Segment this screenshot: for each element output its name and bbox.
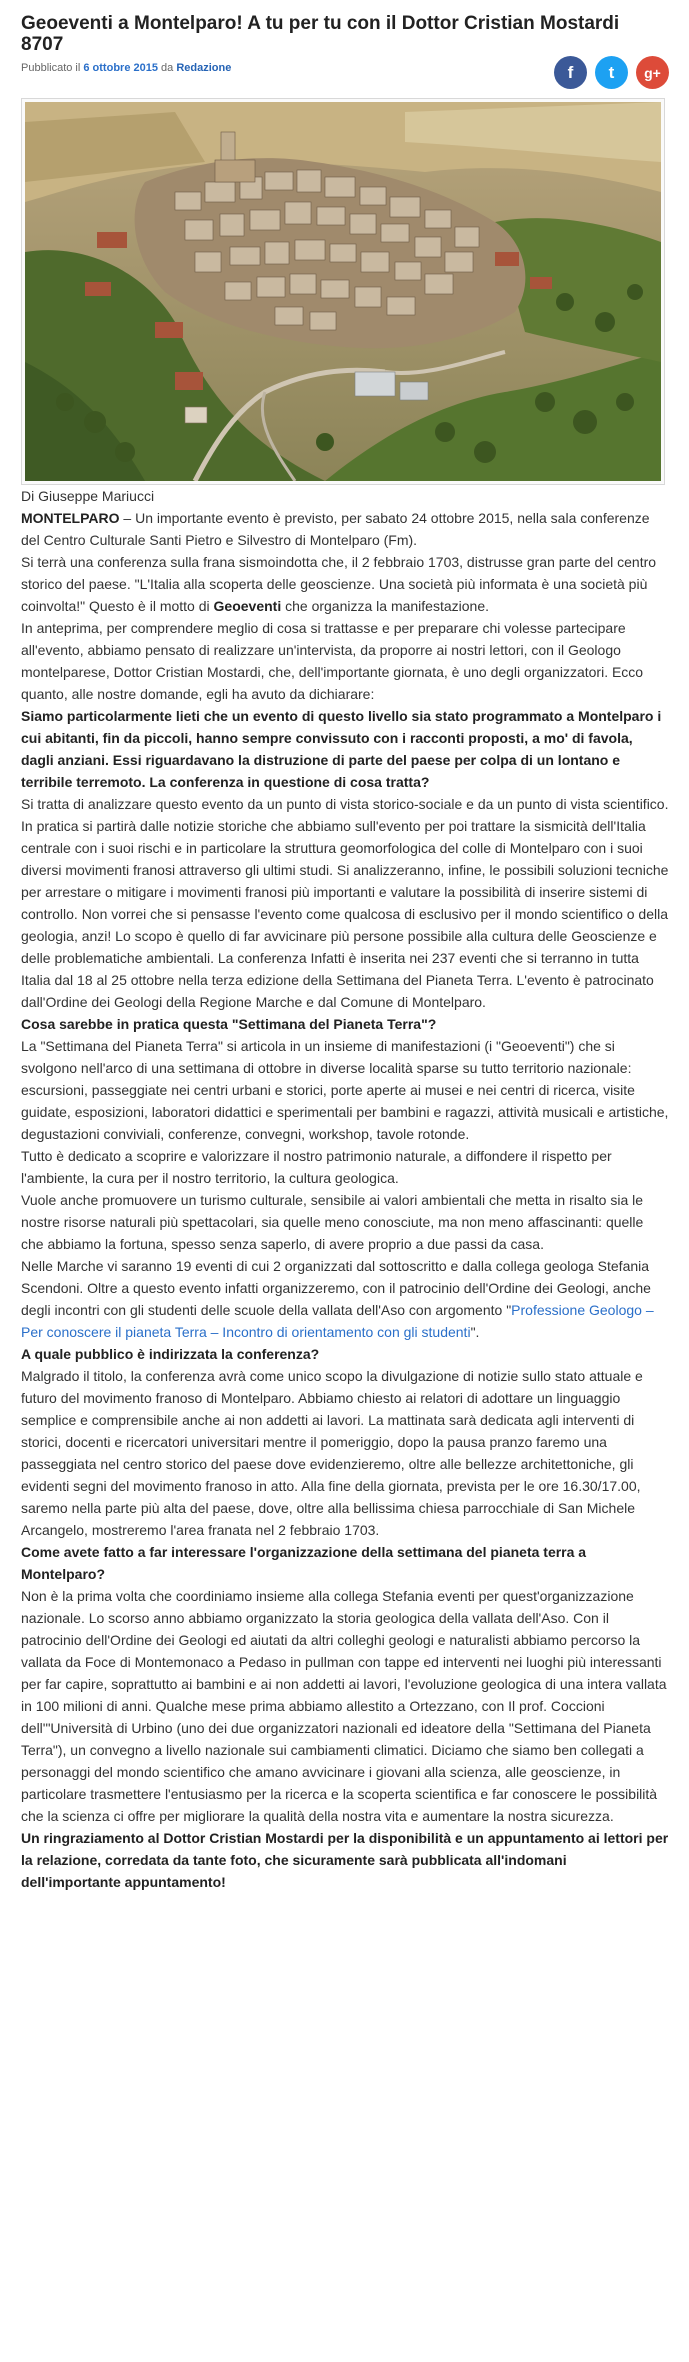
author-link[interactable]: Redazione [176, 62, 232, 74]
article-photo [21, 98, 665, 485]
question-2 [21, 1013, 669, 1035]
paragraph-conference [21, 551, 669, 617]
question-3-text: A quale pubblico è indirizzata la conferenza? [21, 1346, 320, 1362]
article-title: Geoeventi a Montelparo! A tu per tu con il Dottor Cristian Mostardi 8707 [21, 13, 620, 55]
question-1-text: Siamo particolarmente lieti che un evento di questo livello sia stato programmato a Montelparo i cui abitanti, fin da piccoli, hanno sempre convissuto con i racconti proposti, a mo' di favola, dagli anziani. Essi riguardavano la distruzione di parte del paese per colpa di un lontano e terribile terremoto. La conferenza in questione di cosa tratta? [21, 708, 662, 790]
question-4-text: Come avete fatto a far interessare l'organizzazione della settimana del pianeta terra a Montelparo? [21, 1544, 587, 1582]
geoeventi-bold: Geoeventi [213, 598, 282, 614]
aerial-village-photo [25, 102, 661, 481]
share-buttons [554, 56, 669, 89]
dateline: MONTELPARO [21, 510, 120, 526]
facebook-icon: f [567, 62, 574, 82]
answer-2-tourism: Vuole anche promuovere un turismo culturale, sensibile ai valori ambientali che metta in risalto sia le nostre risorse naturali più spettacolari, sia quelle meno conosciute, ma non meno affascinanti: quelle che abbiamo la fortuna, spesso senza saperlo, di avere proprio a due passi da casa. [21, 1192, 644, 1252]
answer-4: Non è la prima volta che coordiniamo insieme alla collega Stefania eventi per quest'organizzazione nazionale. Lo scorso anno abbiamo organizzato la storia geologica della vallata dell'Aso. Con il patrocinio dell'Ordine dei Geologi ed aiutati da altri colleghi geologi e naturalisti abbiamo percorso la vallata da Foce di Montemonaco a Pedaso in pullman con tappe ed interventi nei luoghi più interessanti per far capire, soprattutto ai bambini e ai non addetti ai lavori, l'evoluzione geologica di una intera vallata in 100 milioni di anni. Qualche mese prima abbiamo allestito a Ortezzano, con Il prof. Coccioni dell'"Università di Urbino (uno dei due organizzatori nazionali ed ideatore della "Settimana del Pianeta Terra"), un convegno a livello nazionale sui cambiamenti climatici. Diciamo che siamo ben collegati a personaggi del mondo scientifico che amano avvicinare i giovani alla scienza, alle geoscienze, in particolare trasmettere l'entusiasmo per la ricerca e la scoperta scientifica e far conoscere le possibilità che la scienza ci offre per migliorare la qualità della nostra vita e aumentare la nostra sicurezza. [21, 1588, 667, 1824]
professione-geologo-link[interactable]: Professione Geologo – Per conoscere il pianeta Terra – Incontro di orientamento con gli studenti [21, 1302, 654, 1340]
question-3 [21, 1343, 669, 1365]
question-1 [21, 705, 669, 793]
googleplus-icon: g+ [644, 64, 661, 81]
twitter-icon: t [608, 62, 615, 82]
closing-note [21, 1827, 669, 1893]
published-prefix: Pubblicato il [21, 62, 84, 74]
answer-3: Malgrado il titolo, la conferenza avrà come unico scopo la divulgazione di notizie sullo stato attuale e futuro del movimento franoso di Montelparo. Abbiamo chiesto ai relatori di adottare un linguaggio semplice e comprensibile anche ai non addetti ai lavori. La mattinata sarà dedicata agli interventi di storici, docenti e ricercatori universitari mentre il pomeriggio, dopo la pausa pranzo faremo una passeggiata nel centro storico del paese dove evidenzieremo, oltre alle bellezze architettoniche, gli evidenti segni del movimento franoso in atto. Alla fine della giornata, prevista per le ore 16.30/17.00, saremo nella parte più alta del paese, dove, oltre alla bellissima chiesa parrocchiale di San Michele Arcangelo, mostreremo l'area franata nel 2 febbraio 1703. [21, 1368, 643, 1538]
twitter-share-button[interactable] [595, 56, 628, 89]
paragraph-conference-end: che organizza la manifestazione. [281, 598, 490, 614]
by-text: da [157, 62, 177, 74]
date-link[interactable]: 6 ottobre 2015 [83, 62, 158, 74]
paragraph-conference-text: Si terrà una conferenza sulla frana sismoindotta che, il 2 febbraio 1703, distrusse gran parte del centro storico del paese. "L'Italia alla scoperta delle geoscienze. Una società più informata è una società più coinvolta!" Questo è il motto di [21, 554, 657, 614]
answer-2: La "Settimana del Pianeta Terra" si articola in un insieme di manifestazioni (i "Geoeventi") che si svolgono nell'arco di una settimana di ottobre in diverse località sparse su tutto territorio nazionale: escursioni, passeggiate nei centri urbani e storici, porte aperte ai musei e nei centri di ricerca, visite guidate, esposizioni, laboratori didattici e sperimentali per bambini e ragazzi, attività musicali e artistiche, degustazioni conviviali, conferenze, convegni, workshop, tavole rotonde. [21, 1038, 669, 1142]
closing-note-text: Un ringraziamento al Dottor Cristian Mostardi per la disponibilità e un appuntamento ai lettori per la relazione, corredata da tante foto, che sicuramente sarà pubblicata all'indomani dell'importante appuntamento! [21, 1830, 669, 1890]
answer-2-marche-text: Nelle Marche vi saranno 19 eventi di cui 2 organizzati dal sottoscritto e dalla collega geologa Stefania Scendoni. Oltre a questo evento infatti organizzeremo, con il patrocinio dell'Ordine dei Geologi, anche degli incontri con gli studenti delle scuole della vallata dell'Aso con argomento " [21, 1258, 651, 1318]
paragraph-intro [21, 507, 669, 551]
article-body [21, 485, 669, 1893]
answer-2-marche [21, 1255, 669, 1343]
byline: Di Giuseppe Mariucci [21, 488, 155, 504]
question-4 [21, 1541, 669, 1585]
paragraph-preview: In anteprima, per comprendere meglio di cosa si trattasse e per preparare chi volesse partecipare all'evento, abbiamo pensato di realizzare un'intervista, da proporre ai nostri lettori, con il Geologo montelparese, Dottor Cristian Mostardi, che, dell'importante giornata, è uno degli organizzatori. Ecco quanto, alle nostre domande, egli ha avuto da dichiarare: [21, 620, 644, 702]
answer-1: Si tratta di analizzare questo evento da un punto di vista storico-sociale e da un punto di vista scientifico. In pratica si partirà dalle notizie storiche che abbiamo sull'evento per poi trattare la sismicità dell'Italia centrale con i suoi rischi e in particolare la struttura geomorfologica del colle di Montelparo con i suoi diversi movimenti franosi attraverso gli ultimi studi. Si analizzeranno, infine, le possibili soluzioni tecniche per arrestare o mitigare i movimenti franosi più importanti e valutare la possibilità di inserire sistemi di controllo. Non vorrei che si pensasse l'evento come qualcosa di esclusivo per il mondo scientifico o della geologia, anzi! Lo scopo è quello di far avvicinare più persone possibile alla cultura delle Geoscienze e delle problematiche ambientali. La conferenza Infatti è inserita nei 237 eventi che si terranno in tutta Italia dal 18 al 25 ottobre nella terza edizione della Settimana del Pianeta Terra. L'evento è patrocinato dall'Ordine dei Geologi della Regione Marche e dal Comune di Montelparo. [21, 796, 669, 1010]
answer-2-marche-end: ". [470, 1324, 480, 1340]
post-meta [21, 62, 669, 98]
paragraph-intro-text: – Un importante evento è previsto, per sabato 24 ottobre 2015, nella sala conferenze del Centro Culturale Santi Pietro e Silvestro di Montelparo (Fm). [21, 510, 650, 548]
facebook-share-button[interactable] [554, 56, 587, 89]
answer-2-heritage: Tutto è dedicato a scoprire e valorizzare il nostro patrimonio naturale, a diffondere il rispetto per l'ambiente, la cura per il nostro territorio, la cultura geologica. [21, 1148, 612, 1186]
question-2-text: Cosa sarebbe in pratica questa "Settimana del Pianeta Terra"? [21, 1016, 437, 1032]
googleplus-share-button[interactable] [636, 56, 669, 89]
